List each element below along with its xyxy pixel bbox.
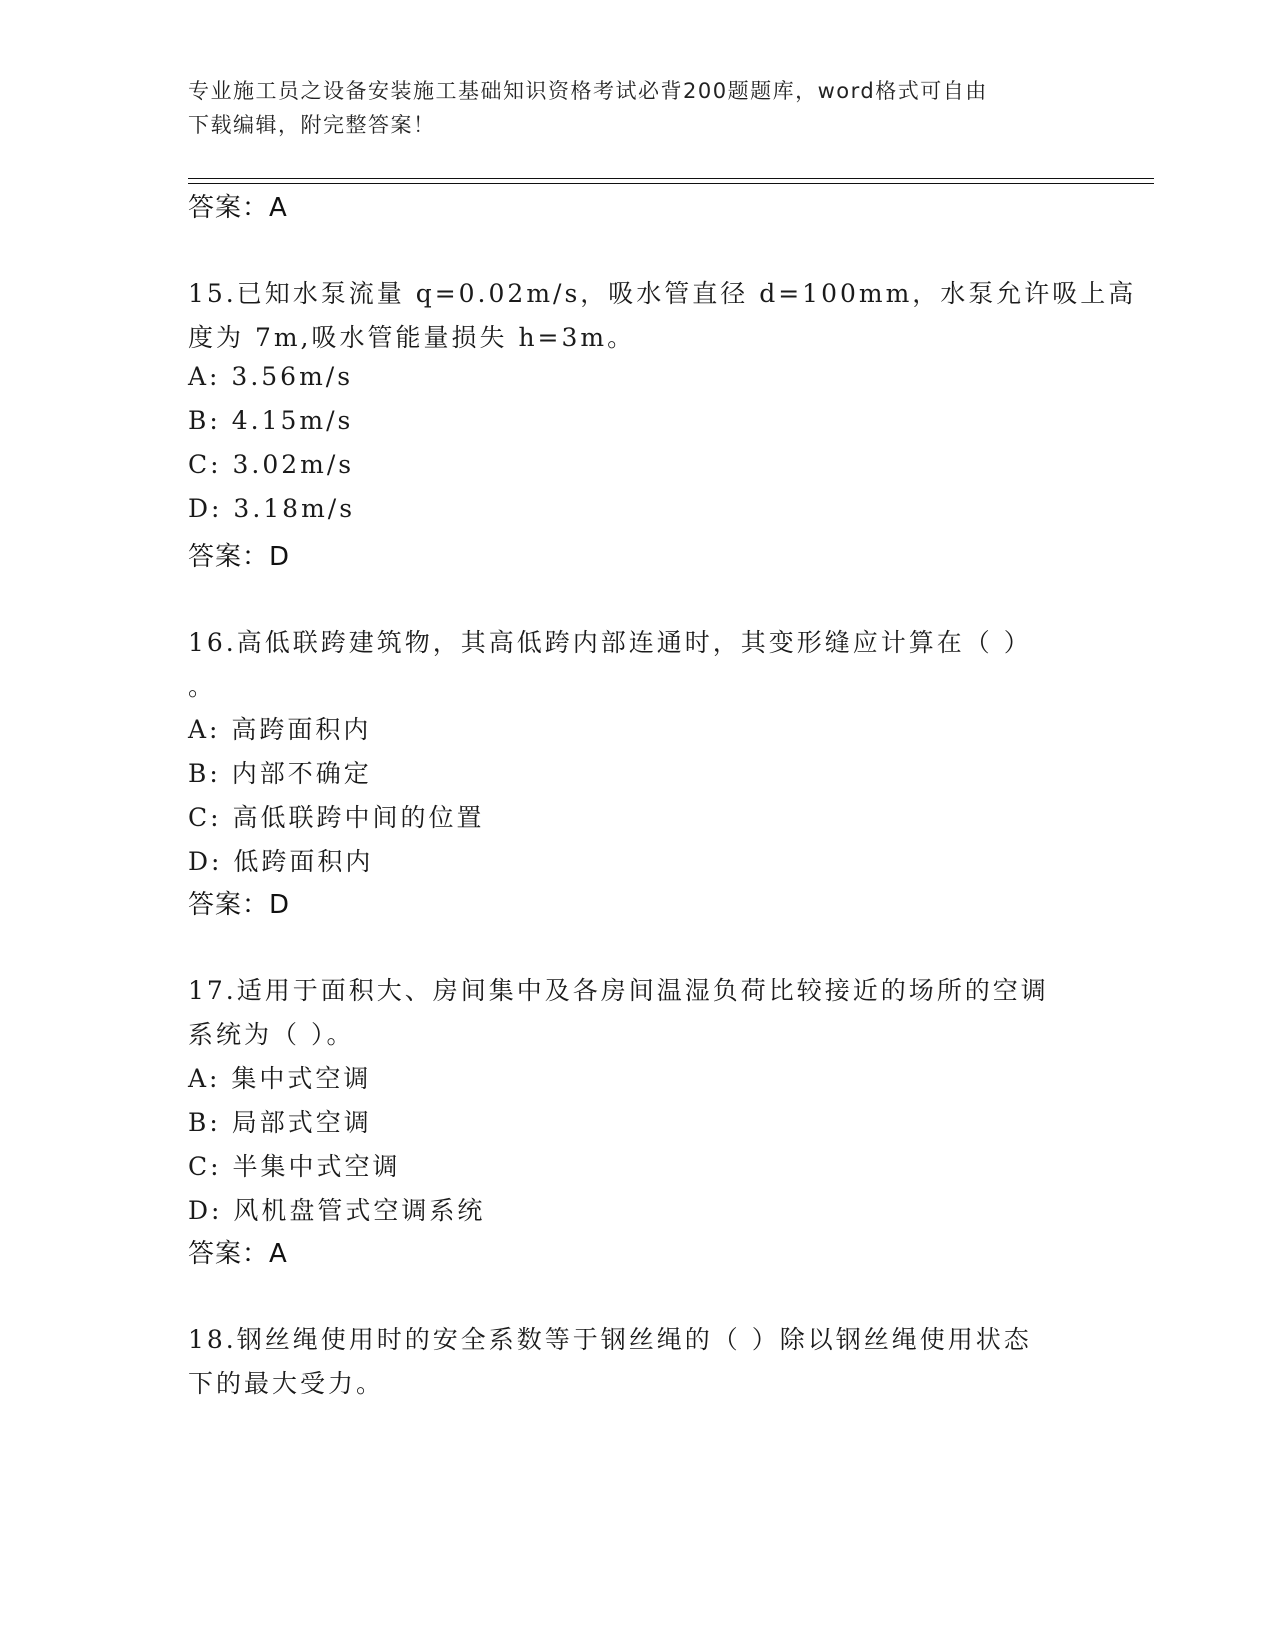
header-line-2: 下载编辑，附完整答案！ — [188, 113, 436, 137]
q17-option-b: B: 局部式空调 — [188, 1108, 372, 1137]
q16-option-d: D: 低跨面积内 — [188, 847, 374, 876]
q18-stem-line-1: 18.钢丝绳使用时的安全系数等于钢丝绳的（ ）除以钢丝绳使用状态 — [188, 1325, 1032, 1354]
q16-stem-line-1: 16.高低联跨建筑物，其高低跨内部连通时，其变形缝应计算在（ ） — [188, 628, 1032, 657]
previous-answer: 答案：A — [188, 193, 288, 223]
header-line-1: 专业施工员之设备安装施工基础知识资格考试必背200题题库，word格式可自由 — [188, 79, 988, 103]
q16-option-a: A: 高跨面积内 — [188, 715, 372, 744]
q15-option-a: A: 3.56m/s — [188, 362, 354, 391]
q15-option-d: D: 3.18m/s — [188, 494, 356, 523]
q15-stem-line-1: 15.已知水泵流量 q=0.02m/s，吸水管直径 d=100mm，水泵允许吸上高 — [188, 279, 1137, 308]
q15-stem-line-2: 度为 7m,吸水管能量损失 h=3m。 — [188, 323, 636, 352]
q15-answer: 答案：D — [188, 542, 291, 572]
q16-stem-line-2: 。 — [188, 672, 217, 701]
q17-option-a: A: 集中式空调 — [188, 1064, 372, 1093]
header-divider-bottom — [188, 183, 1154, 184]
header-divider-top — [188, 178, 1154, 179]
q17-option-c: C: 半集中式空调 — [188, 1152, 401, 1181]
q17-answer: 答案：A — [188, 1239, 288, 1269]
q15-option-b: B: 4.15m/s — [188, 406, 354, 435]
q17-stem-line-1: 17.适用于面积大、房间集中及各房间温湿负荷比较接近的场所的空调 — [188, 976, 1049, 1005]
q17-stem-line-2: 系统为（ ）。 — [188, 1020, 355, 1049]
q16-answer: 答案：D — [188, 890, 291, 920]
document-header — [188, 74, 1068, 142]
q16-option-b: B: 内部不确定 — [188, 759, 372, 788]
q15-option-c: C: 3.02m/s — [188, 450, 355, 479]
q16-option-c: C: 高低联跨中间的位置 — [188, 803, 485, 832]
q18-stem-line-2: 下的最大受力。 — [188, 1369, 385, 1398]
q17-option-d: D: 风机盘管式空调系统 — [188, 1196, 486, 1225]
